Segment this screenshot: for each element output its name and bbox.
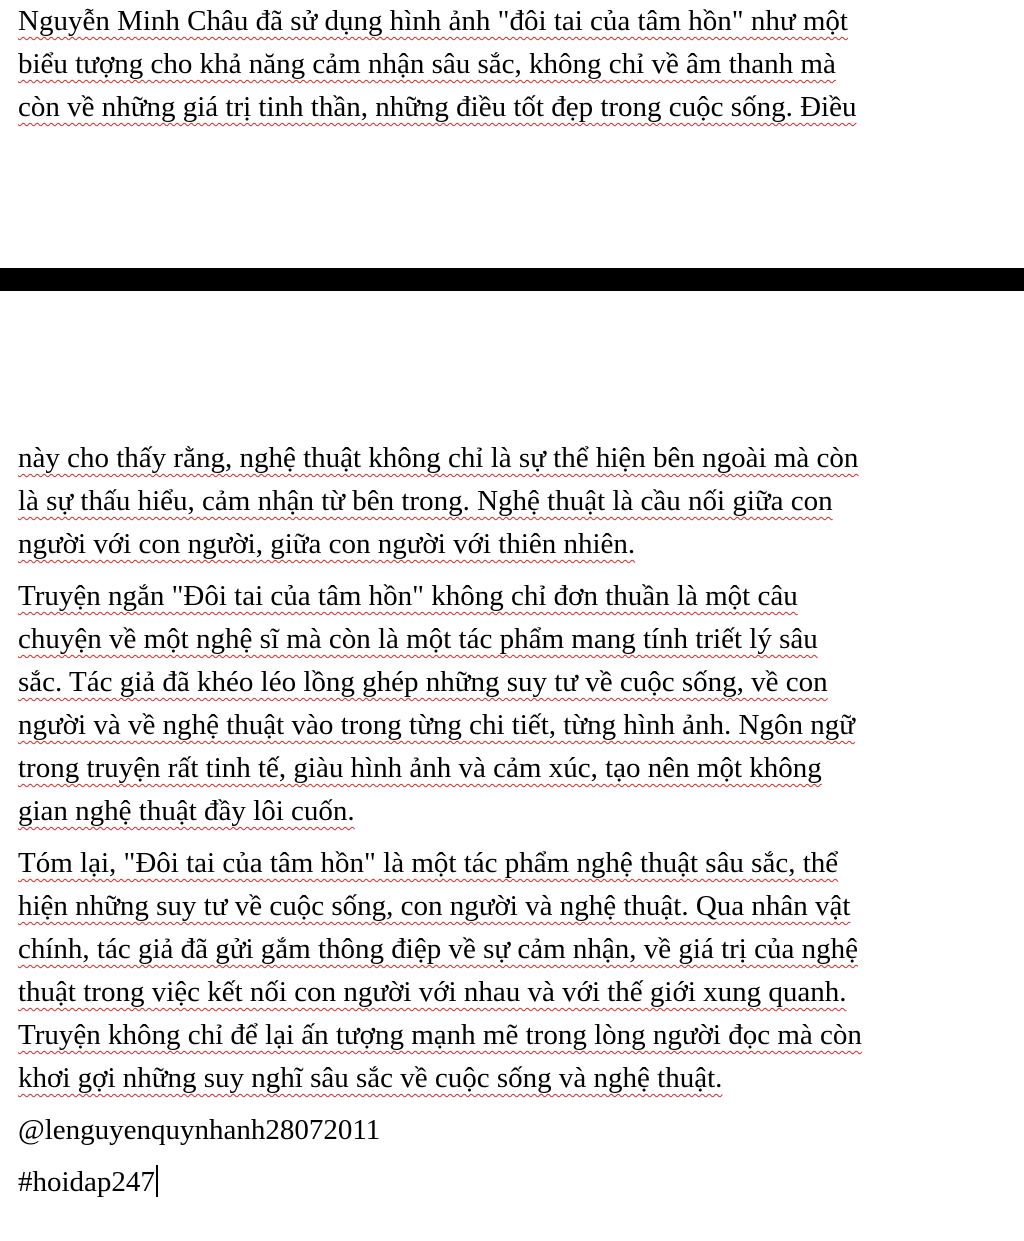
signature-line[interactable]: @lenguyenquynhanh28072011 [18,1114,381,1146]
text-line[interactable]: gian nghệ thuật đầy lôi cuốn. [18,795,355,827]
page-break-divider [0,268,1024,291]
paragraph-3[interactable] [18,842,1008,1100]
text-line[interactable]: biểu tượng cho khả năng cảm nhận sâu sắc, không chỉ về âm thanh mà [18,48,836,80]
paragraph-spacing [18,1152,1008,1161]
document-page-bottom[interactable] [18,437,1008,1204]
text-line[interactable]: Truyện không chỉ để lại ấn tượng mạnh mẽ trong lòng người đọc mà còn [18,1019,862,1051]
paragraph-spacing [18,1100,1008,1109]
text-line[interactable]: còn về những giá trị tinh thần, những điều tốt đẹp trong cuộc sống. Điều [18,91,857,123]
text-line[interactable]: sắc. Tác giả đã khéo léo lồng ghép những suy tư về cuộc sống, về con [18,666,828,698]
paragraph-spacing [18,566,1008,575]
text-line[interactable]: chuyện về một nghệ sĩ mà còn là một tác phẩm mang tính triết lý sâu [18,623,818,655]
text-line[interactable]: trong truyện rất tinh tế, giàu hình ảnh và cảm xúc, tạo nên một không [18,752,822,784]
text-line[interactable]: Truyện ngắn "Đôi tai của tâm hồn" không chỉ đơn thuần là một câu [18,580,798,612]
text-line[interactable]: thuật trong việc kết nối con người với nhau và với thế giới xung quanh. [18,976,847,1008]
hashtag-text[interactable]: #hoidap247 [18,1166,155,1198]
text-line[interactable]: này cho thấy rằng, nghệ thuật không chỉ là sự thể hiện bên ngoài mà còn [18,442,859,474]
paragraph-spacing [18,833,1008,842]
paragraph-2[interactable] [18,575,1008,833]
text-line[interactable]: người với con người, giữa con người với thiên nhiên. [18,528,636,560]
hashtag-line[interactable] [18,1161,1008,1204]
text-line[interactable]: Nguyễn Minh Châu đã sử dụng hình ảnh "đôi tai của tâm hồn" như một [18,5,848,37]
paragraph-1[interactable] [18,437,1008,566]
text-line[interactable]: người và về nghệ thuật vào trong từng chi tiết, từng hình ảnh. Ngôn ngữ [18,709,855,741]
text-line[interactable]: hiện những suy tư về cuộc sống, con người và nghệ thuật. Qua nhân vật [18,890,851,922]
document-page-top[interactable] [18,0,1008,129]
text-cursor [156,1165,158,1197]
text-line[interactable]: khơi gợi những suy nghĩ sâu sắc về cuộc sống và nghệ thuật. [18,1062,723,1094]
text-line[interactable]: Tóm lại, "Đôi tai của tâm hồn" là một tác phẩm nghệ thuật sâu sắc, thể [18,847,839,879]
text-line[interactable]: chính, tác giả đã gửi gắm thông điệp về sự cảm nhận, về giá trị của nghệ [18,933,858,965]
text-line[interactable]: là sự thấu hiểu, cảm nhận từ bên trong. Nghệ thuật là cầu nối giữa con [18,485,833,517]
